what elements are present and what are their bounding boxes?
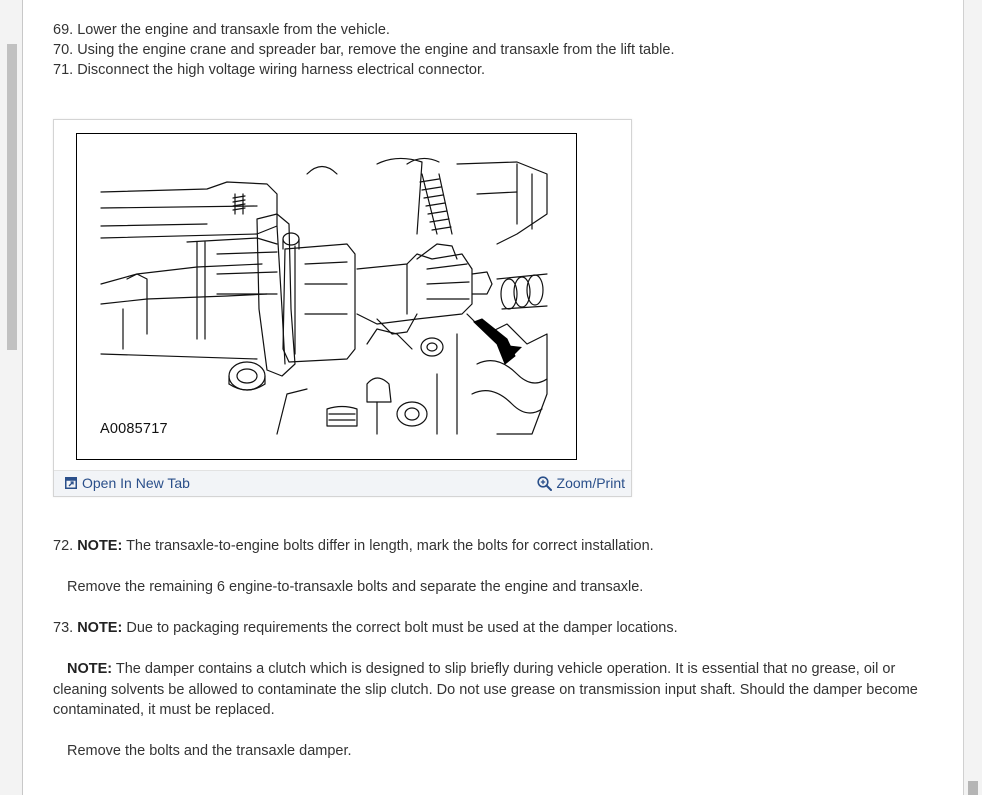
step-text: Disconnect the high voltage wiring harness electrical connector. xyxy=(77,62,486,78)
step-73-action: Remove the bolts and the transaxle damper. xyxy=(67,743,352,759)
note-label: NOTE: xyxy=(67,661,113,677)
note-label: NOTE: xyxy=(77,538,123,554)
step-71 xyxy=(53,60,675,80)
step-text: Lower the engine and transaxle from the vehicle. xyxy=(77,22,390,38)
zoom-print-link[interactable] xyxy=(537,475,625,491)
step-70 xyxy=(53,40,675,60)
step-number: 71. xyxy=(53,62,74,78)
note-text: The damper contains a clutch which is designed to slip briefly during vehicle operation. It is essential that no grease, oil or cleaning solvents be allowed to contaminate the slip clutch. Do not use grease on transmission input shaft. Should the damper become contaminated, it must be replaced. xyxy=(53,661,918,718)
note-label: NOTE: xyxy=(77,620,123,636)
figure-id-label: A0085717 xyxy=(100,421,168,437)
figure-toolbar xyxy=(54,470,631,496)
step-number: 70. xyxy=(53,42,74,58)
left-panel-edge xyxy=(0,0,23,795)
vertical-scrollbar-thumb[interactable] xyxy=(968,781,978,795)
note-text: Due to packaging requirements the correct bolt must be used at the damper locations. xyxy=(122,620,678,636)
step-number: 73. xyxy=(53,620,74,636)
figure-container xyxy=(53,119,632,497)
zoom-print-label: Zoom/Print xyxy=(556,475,625,491)
step-73 xyxy=(53,618,948,639)
note-text: The transaxle-to-engine bolts differ in length, mark the bolts for correct installation. xyxy=(122,538,654,554)
step-number: 69. xyxy=(53,22,74,38)
step-text: Using the engine crane and spreader bar, remove the engine and transaxle from the lift table. xyxy=(77,42,675,58)
vertical-scrollbar[interactable] xyxy=(963,0,982,795)
step-72-action: Remove the remaining 6 engine-to-transaxle bolts and separate the engine and transaxle. xyxy=(67,579,644,595)
connector-illustration xyxy=(77,134,576,459)
magnifier-plus-icon xyxy=(537,476,552,491)
step-73-damper-note xyxy=(53,659,948,721)
step-72 xyxy=(53,536,948,557)
step-number: 72. xyxy=(53,538,74,554)
open-in-new-tab-icon xyxy=(65,477,77,489)
open-in-new-tab-link[interactable] xyxy=(65,475,190,491)
steps-list-bottom xyxy=(53,536,948,782)
open-in-new-tab-label: Open In New Tab xyxy=(82,475,190,491)
steps-list-top xyxy=(53,20,675,80)
figure-illustration[interactable] xyxy=(76,133,577,460)
step-69 xyxy=(53,20,675,40)
left-scrollbar-thumb[interactable] xyxy=(7,44,17,350)
